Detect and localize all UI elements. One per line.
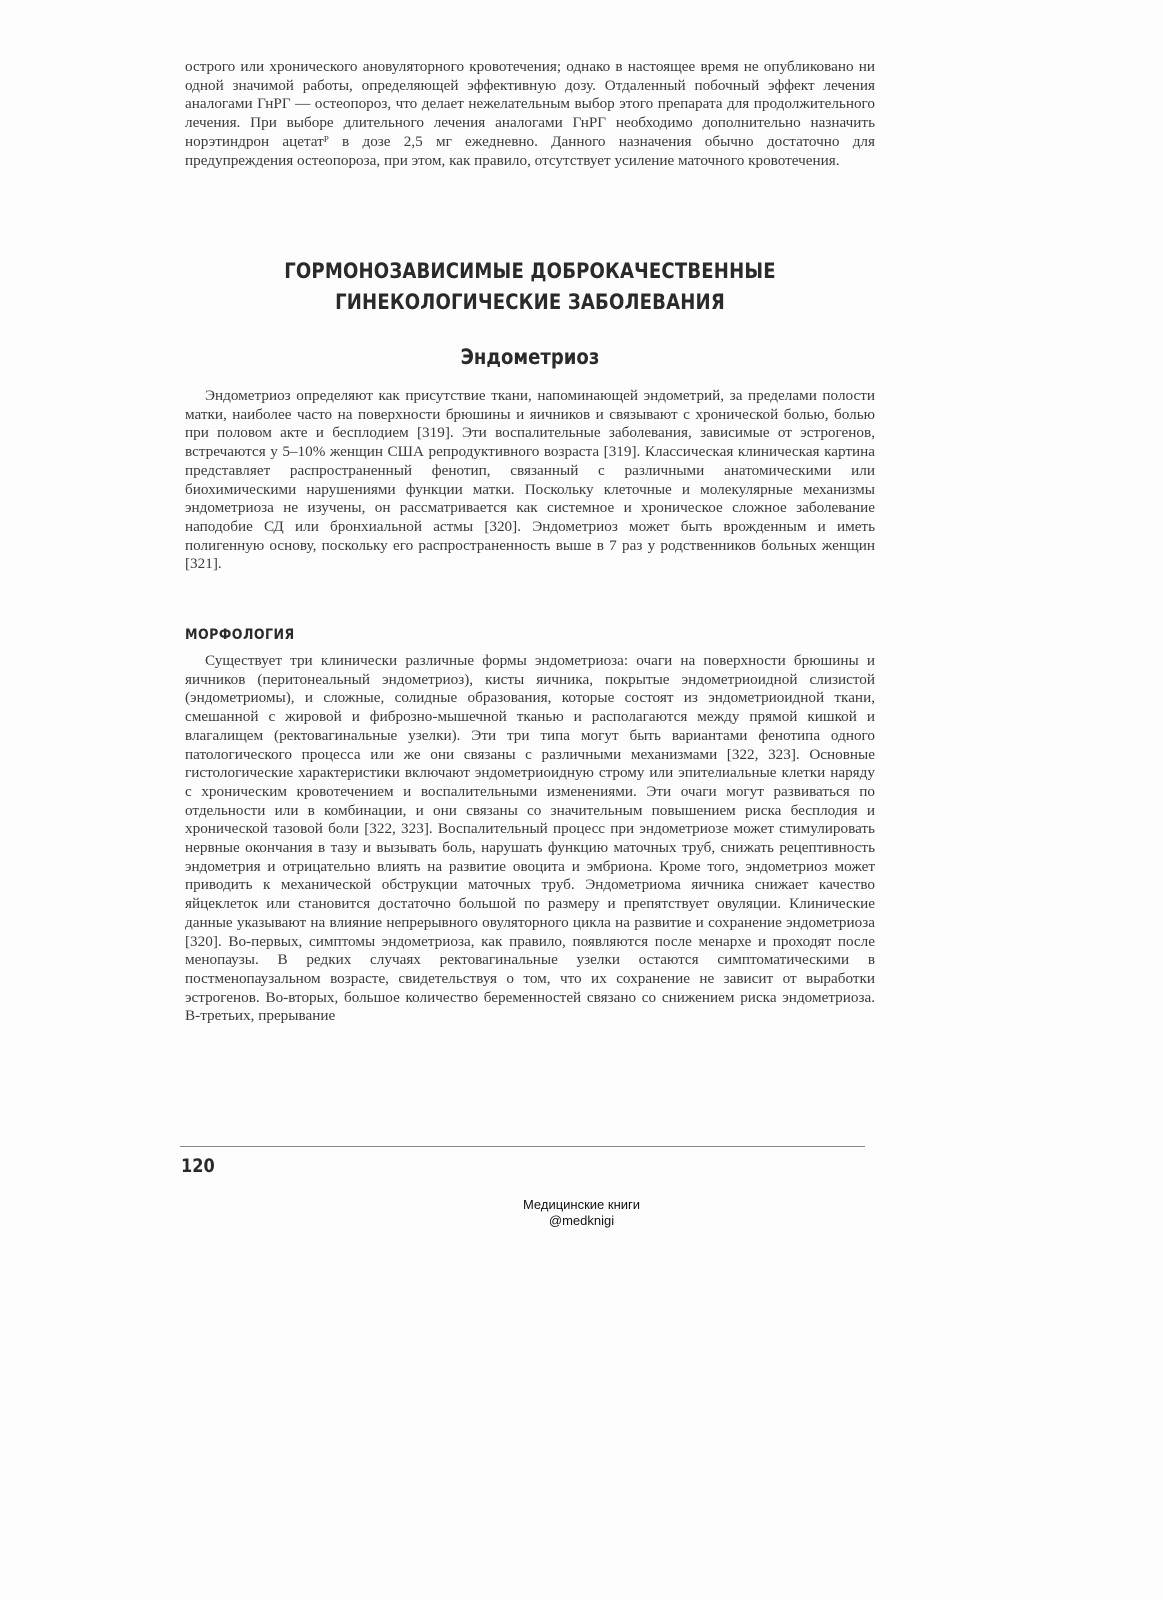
intro-paragraph: Эндометриоз определяют как присутствие ткани, напоминающей эндометрий, за пределами полости матки, наиболее часто на поверхности брюшины и яичников и связывают с хронической болью, болью при половом акте и бесплодием [319]. Эти воспалительные заболевания, зависимые от эстрогенов, встречаются у 5–10% женщин США репродуктивного возраста [319]. Классическая клиническая картина представляет распространенный фенотип, связанный с различными анатомическими или биохимическими нарушениями функции матки. Поскольку клеточные и молекулярные механизмы эндометриоза не изучены, он рассматривается как системное и хроническое сложное заболевание наподобие СД или бронхиальной астмы [320]. Эндометриоз может быть врожденным и иметь полигенную основу, поскольку его распространенность выше в 7 раз у родственников больных женщин [321]. xyxy=(185,387,875,573)
section-title-endometriosis: Эндометриоз xyxy=(460,345,600,369)
subsection-heading-morphology: МОРФОЛОГИЯ xyxy=(185,627,295,643)
morphology-paragraph: Существует три клинически различные формы эндометриоза: очаги на поверхности брюшины и яичников (перитонеальный эндометриоз), кисты яичника, покрытые эндометриоидной слизистой (эндометриомы), и сложные, солидные образования, которые состоят из эндометриоидной ткани, смешанной с жировой и фиброзно-мышечной тканью и располагаются между прямой кишкой и влагалищем (ректовагинальные узелки). Эти три типа могут быть вариантами фенотипа одного патологического процесса или же они связаны с различными механизмами [322, 323]. Основные гистологические характеристики включают эндометриоидную строму или эпителиальные клетки наряду с хроническим кровотечением и воспалительными изменениями. Эти очаги могут развиваться по отдельности или в комбинации, и они связаны со значительным повышением риска бесплодия и хронической тазовой боли [322, 323]. Воспалительный процесс при эндометриозе может стимулировать нервные окончания в тазу и вызывать боль, нарушать функцию маточных труб, снижать рецептивность эндометрия и отрицательно влиять на развитие овоцита и эмбриона. Кроме того, эндометриоз может приводить к механической обструкции маточных труб. Эндометриома яичника снижает качество яйцеклеток или становится достаточно большой по размеру и препятствует овуляции. Клинические данные указывают на влияние непрерывного овуляторного цикла на развитие и сохранение эндометриоза [320]. Во-первых, симптомы эндометриоза, как правило, появляются после менархе и проходят после менопаузы. В редких случаях ректовагинальные узелки остаются симптоматическими в постменопаузальном возрасте, свидетельствуя о том, что их сохранение не зависит от выработки эстрогенов. Во-вторых, большое количество беременностей связано со снижением риска эндометриоза. В-третьих, прерывание xyxy=(185,652,875,1025)
top-paragraph: острого или хронического ановуляторного кровотечения; однако в настоящее время не опубликовано ни одной значимой работы, определяющей эффективную дозу. Отдаленный побочный эффект лечения аналогами ГнРГ — остеопороз, что делает нежелательным выбор этого препарата для продолжительного лечения. При выборе длительного лечения аналогами ГнРГ необходимо дополнительно назначить норэтиндрон ацетатᴾ в дозе 2,5 мг ежедневно. Данного назначения обычно достаточно для предупреждения остеопороза, при этом, как правило, отсутствует усиление маточного кровотечения. xyxy=(185,58,875,169)
footer-line-2: @medknigi xyxy=(548,1213,615,1228)
footer-divider xyxy=(180,1146,865,1147)
page-number: 120 xyxy=(181,1155,215,1177)
footer-watermark-text xyxy=(0,1197,1163,1229)
footer-line-1: Медицинские книги xyxy=(522,1197,641,1212)
chapter-heading-line-2: ГИНЕКОЛОГИЧЕСКИЕ ЗАБОЛЕВАНИЯ xyxy=(335,290,725,314)
chapter-heading xyxy=(233,256,826,318)
chapter-heading-line-1: ГОРМОНОЗАВИСИМЫЕ ДОБРОКАЧЕСТВЕННЫЕ xyxy=(284,259,776,283)
